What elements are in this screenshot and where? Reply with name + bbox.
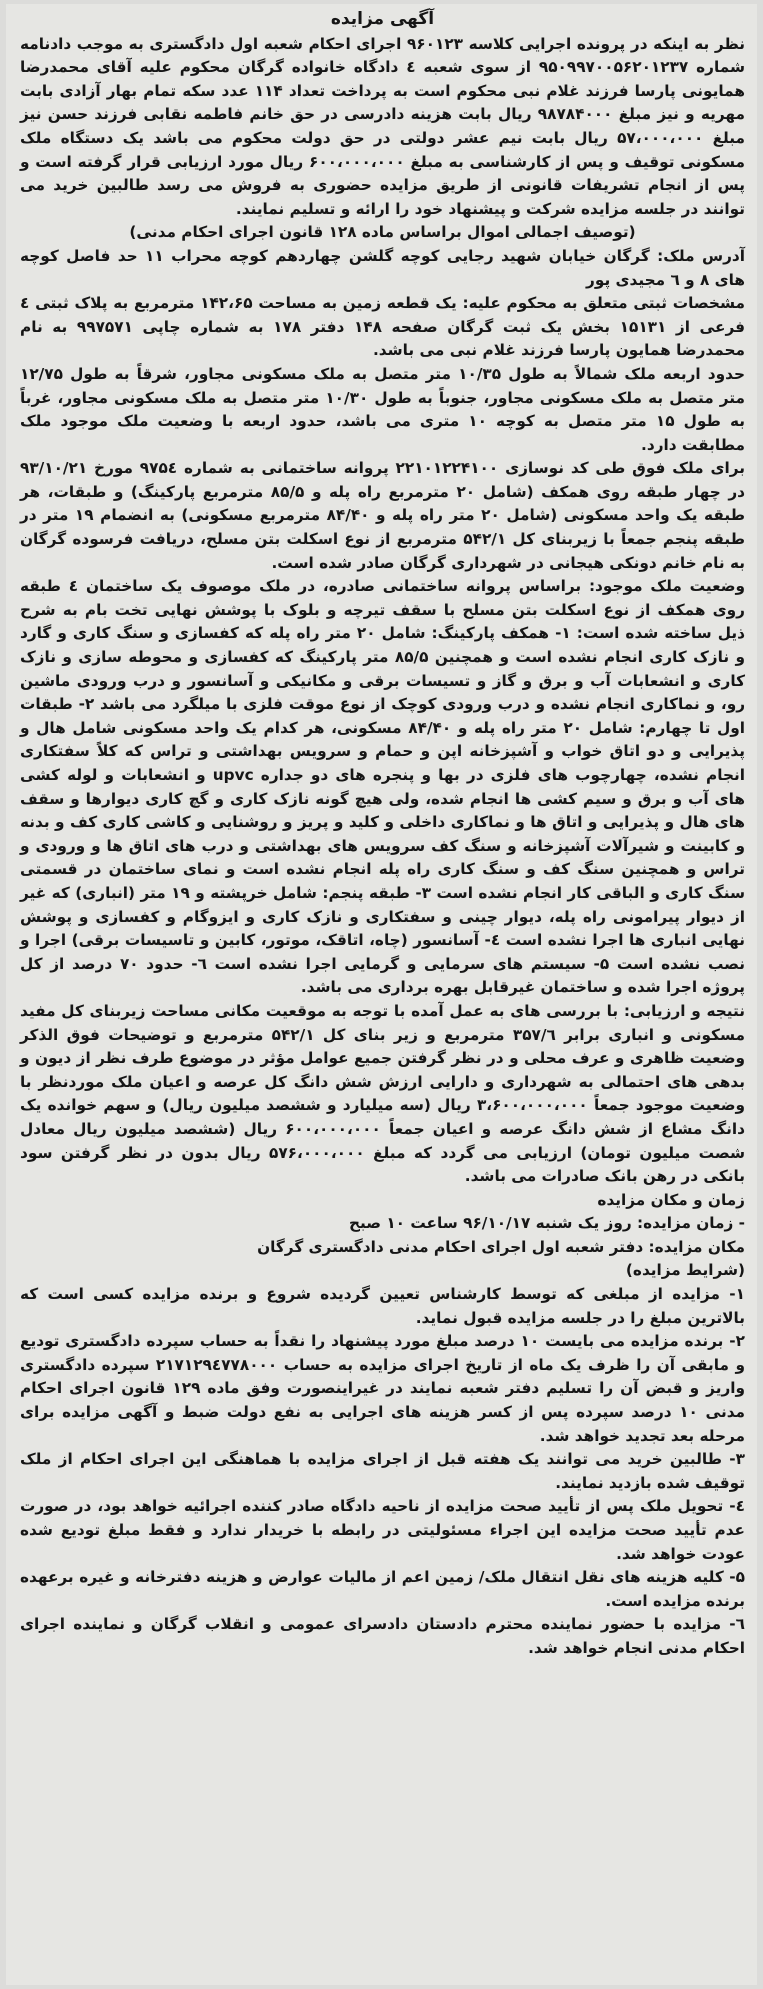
notice-title: آگهی مزایده [330,9,435,29]
legal-note: (توصیف اجمالی اموال براساس ماده ۱۲۸ قانون اجرای احکام مدنی) [129,223,636,242]
property-address: آدرس ملک: گرگان خیابان شهید رجایی کوچه گلشن چهاردهم کوچه محراب ۱۱ حد فاصل کوچه های ۸ و ٦ مجیدی پور [20,246,746,289]
conditions-heading: (شرایط مزایده) [625,1261,745,1280]
condition-item: ٦- مزایده با حضور نماینده محترم دادستان دادسرای عمومی و انقلاب گرگان و نماینده اجرای احکام مدنی انجام خواهد شد. [20,1615,745,1657]
appraisal-conclusion: نتیجه و ارزیابی: با بررسی های به عمل آمده با توجه به موقعیت مکانی مساحت زیربنای کل مفید مسکونی و انباری برابر ۳۵۷/٦ مترمربع و زیر بنای کل ۵۴۲/۱ مترمربع و توضیحات فوق الذکر وضعیت ظاهری و عرف محلی و در نظر گرفتن جمیع عوامل مؤثر در موضوع طرف نظر از دیون و بدهی های احتمالی به شهرداری و دارایی ارزش شش دانگ کل عرصه و اعیان ملک موردنظر با وضعیت موجود جمعاً ۳،۶۰۰،۰۰۰،۰۰۰ ریال (سه میلیارد و ششصد میلیون ریال) و سهم خوانده یک دانگ مشاع از شش دانگ عرصه و اعیان جمعاً ۶۰۰،۰۰۰،۰۰۰ ریال (ششصد میلیون ریال معادل شصت میلیون تومان) ارزیابی می گردد که مبلغ ۵۷۶،۰۰۰،۰۰۰ ریال بدون در نظر گرفتن سود بانکی در رهن بانک صادرات می باشد. [20,1001,745,1186]
building-permit: برای ملک فوق طی کد نوسازی ۲۲۱۰۱۲۲۴۱۰۰ پروانه ساختمانی به شماره ۹۷۵٤ مورخ ۹۳/۱۰/۲۱ در چهار طبقه روی همکف (شامل ۲۰ مترمربع راه پله و ۸۵/۵ مترمربع پارکینگ) و طبقات، هر طبقه یک واحد مسکونی (شامل ۲۰ متر راه پله و ۸۴/۴۰ مترمربع مسکونی) به انضمام ۱۹ متر در طبقه پنجم جمعاً با زیربنای کل ۵۴۲/۱ مترمربع از نوع اسکلت بتن مسلح، دریافت فرسوده گرگان به نام خانم دونکی هیجانی در شهرداری گرگان صادر شده است. [20,459,746,572]
condition-item: ۳- طالبین خرید می توانند یک هفته قبل از اجرای مزایده با هماهنگی این اجرای احکام از ملک توقیف شده بازدید نمایند. [20,1450,745,1492]
auction-place: مکان مزایده: دفتر شعبه اول اجرای احکام مدنی دادگستری گرگان [257,1237,745,1256]
time-place-heading: زمان و مکان مزایده [597,1190,745,1209]
condition-item: ۲- برنده مزایده می بایست ۱۰ درصد مبلغ مورد پیشنهاد را نقداً به حساب سپرده دادگستری تودیع و مابقی آن را ظرف یک ماه از تاریخ اجرای مزایده به حساب ۲۱۷۱۲۹٤۷۷۸۰۰۰ سپرده دادگستری واریز و قبض آن را تسلیم دفتر شعبه نمایند در غیراینصورت وفق ماده ۱۲۹ قانون اجرای احکام مدنی ۱۰ درصد سپرده پس از کسر هزینه های اجرایی به نفع دولت ضبط و آگهی مزایده برای مرحله بعد تجدید خواهد شد. [20,1332,746,1445]
registry-details: مشخصات ثبتی متعلق به محکوم علیه: یک قطعه زمین به مساحت ۱۴۲،۶۵ مترمربع به پلاک ثبتی ٤ فرعی از ۱۵۱۳۱ بخش یک ثبت گرگان صفحه ۱۴۸ دفتر ۱۷۸ به شماره چاپی ۹۹۷۵۷۱ به نام محمدرضا همایون پارسا فرزند غلام نبی می باشد. [20,294,745,360]
condition-item: ٤- تحویل ملک پس از تأیید صحت مزایده از ناحیه دادگاه صادر کننده اجرائیه خواهد بود، در صورت عدم تأیید صحت مزایده این اجراء مسئولیتی در رابطه با خریدار ندارد و فقط مبلغ تودیع شده عودت خواهد شد. [20,1497,745,1563]
property-status: وضعیت ملک موجود: براساس پروانه ساختمانی صادره، در ملک موصوف یک ساختمان ٤ طبقه روی همکف از نوع اسکلت بتن مسلح با سقف تیرچه و بلوک با پوشش نهایی تخت بام به شرح ذیل ساخته شده است: ۱- همکف پارکینگ: شامل ۲۰ متر راه پله که کفسازی و سنگ کاری و گارد و نازک کاری انجام نشده است و همچنین ۸۵/۵ متر پارکینگ که کفسازی و محوطه سازی و نازک کاری و انشعابات آب و برق و گاز و تسیسات برقی و مکانیکی و آسانسور و درب ورودی ماشین رو، و نماکاری انجام نشده و درب ورودی کوچک از نوع موقت فلزی با میلگرد می باشد ۲- طبقات اول تا چهارم: شامل ۲۰ متر راه پله و ۸۴/۴۰ مسکونی، هر کدام یک واحد مسکونی شامل هال و پذیرایی و دو اتاق خواب و آشپزخانه اپن و حمام و سرویس بهداشتی و تراس که کلاً سفتکاری انجام نشده، چهارچوب های فلزی در بها و پنجره های دو جداره upvc و انشعابات و لوله کشی های آب و برق و سیم کشی ها انجام شده، ولی هیچ گونه نازک کاری و گچ کاری دیوارها و سقف های هال و پذیرایی و اتاق ها و نماکاری داخلی و کلید و پریز و روشنایی و کاشی کاری کف و بدنه و کابینت و شیرآلات آشپزخانه و سنگ کف سرویس های بهداشتی و درب های اتاق ها و ورودی و تراس و همچنین سنگ کف و سنگ کاری راه پله انجام نشده است و نمای ساختمان در قسمتی سنگ کاری و الباقی کار انجام نشده است ۳- طبقه پنجم: شامل خرپشته و ۱۹ متر (انباری) که غیر از دیوار پیرامونی راه پله، دیوار چینی و سفتکاری و نازک کاری و ایزوگام و کفسازی و پوشش نهایی انباری ها اجرا نشده است ٤- آسانسور (چاه، اتاقک، موتور، کابین و تاسیسات برقی) اجرا و نصب نشده است ۵- سیستم های سرمایی و گرمایی اجرا نشده است ٦- حدود ۷۰ درصد از کل پروژه اجرا شده و ساختمان غیرقابل بهره برداری می باشد. [20,577,746,997]
auction-time: - زمان مزایده: روز یک شنبه ۹۶/۱۰/۱۷ ساعت ۱۰ صبح [348,1214,745,1233]
auction-notice [6,4,757,1985]
condition-item: ۵- کلیه هزینه های نقل انتقال ملک/ زمین اعم از مالیات عوارض و هزینه دفترخانه و غیره برعهده برنده مزایده است. [20,1568,745,1610]
property-boundaries: حدود اربعه ملک شمالاً به طول ۱۰/۳۵ متر متصل به ملک مسکونی مجاور، شرقاً به طول ۱۲/۷۵ متر متصل به ملک مسکونی مجاور، جنوباً به طول ۱۰/۳۰ متر متصل به ملک مسکونی مجاور، غرباً به طول ۱۵ متر متصل به کوچه ۱۰ متری می باشد، حدود اربعه با وضعیت ملک موجود ملک مطابقت دارد. [20,364,746,454]
notice-intro: نظر به اینکه در پرونده اجرایی کلاسه ۹۶۰۱۲۳ اجرای احکام شعبه اول دادگستری به موجب دادنامه شماره ۹۵۰۹۹۷۰۰۵۶۲۰۱۲۳۷ از سوی شعبه ٤ دادگاه خانواده گرگان محکوم علیه آقای محمدرضا همایونی پارسا فرزند غلام نبی محکوم است به پرداخت تعداد ۱۱۴ عدد سکه تمام بهار آزادی بابت مهریه و نیز مبلغ ۹۸۷۸۴۰۰۰ ریال بابت هزینه دادرسی در حق خانم فاطمه نقابی فرزند حسن نیز مبلغ ۵۷،۰۰۰،۰۰۰ ریال بابت نیم عشر دولتی در حق دولت محکوم می باشد یک دستگاه ملک مسکونی توقیف و پس از کارشناسی به مبلغ ۶۰۰،۰۰۰،۰۰۰ ریال مورد ارزیابی قرار گرفته است و پس از انجام تشریفات قانونی از طریق مزایده حضوری به فروش می رسد طالبین خرید می توانند در جلسه مزایده شرکت و پیشنهاد خود را ارائه و تسلیم نمایند. [20,34,746,218]
condition-item: ۱- مزایده از مبلغی که توسط کارشناس تعیین گردیده شروع و برنده مزایده کسی است که بالاترین مبلغ را در جلسه مزایده قبول نماید. [20,1285,745,1327]
